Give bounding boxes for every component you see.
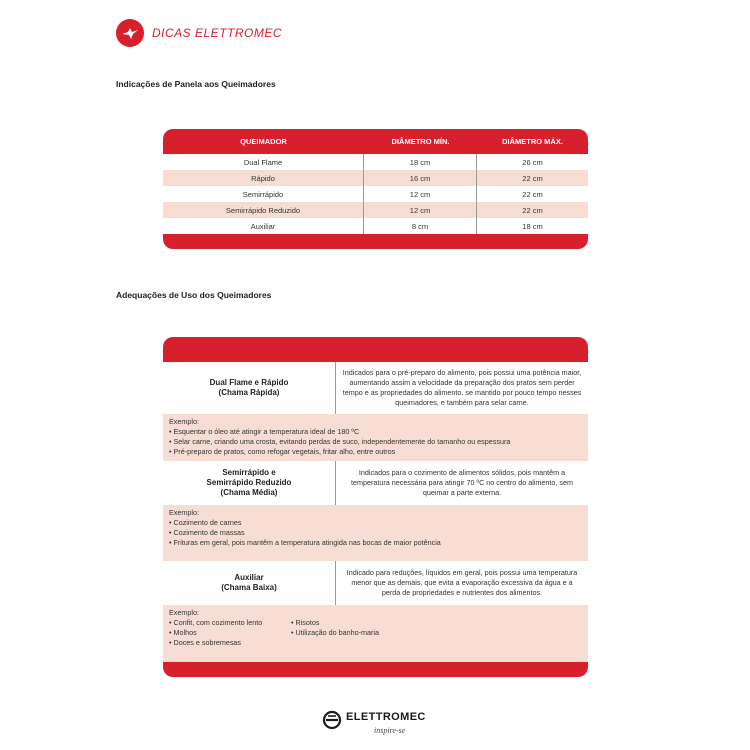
example-label: Exemplo: (169, 608, 199, 617)
example-label: Exemplo: (169, 417, 199, 426)
usage-row-media (163, 461, 588, 505)
examples-baixa (163, 605, 588, 662)
list-item: • Doces e sobremesas (169, 638, 291, 648)
burner-description: Indicados para o cozimento de alimentos sólidos, pois mantêm a temperatura necessária para atingir 70 ºC no centro do alimento, sem queimar a parte externa. (351, 468, 573, 497)
table-header (163, 337, 588, 362)
burner-pan-table (163, 129, 588, 249)
examples-columns (169, 618, 582, 648)
burner-name-line: (Chama Rápida) (218, 388, 280, 397)
elettromec-logo-icon (322, 710, 342, 730)
footer-tagline: inspire-se (374, 726, 406, 735)
col-header-diametro-max: DIÂMETRO MÁX. (502, 137, 563, 146)
burner-name (163, 461, 336, 505)
burner-name-line: Dual Flame e Rápido (209, 378, 289, 387)
table-row (163, 186, 588, 202)
burner-description: Indicados para o pré-preparo do alimento, pois possui uma potência maior, aumentando assim a velocidade da preparação dos pratos sem perder tempo e as propriedades do alimento, se mantido por pouco tempo nesses queimadores, e também para selar carne. (342, 368, 582, 407)
cell-min: 18 cm (364, 154, 477, 170)
cell-burner: Rápido (163, 170, 364, 186)
burner-description: Indicado para reduções, líquidos em geral, pois possui uma temperatura menor que as demais, que evita a evaporação excessiva da água e a perda de propriedades e nutrientes dos alimentos. (346, 568, 578, 597)
cell-burner: Dual Flame (163, 154, 364, 170)
cell-max: 22 cm (522, 189, 543, 199)
list-item: • Selar carne, criando uma crosta, evitando perdas de suco, independentemente do tamanho ou espessura (169, 437, 582, 447)
col-header-queimador: QUEIMADOR (240, 137, 287, 146)
list-item: • Utilização do banho-maria (291, 628, 379, 638)
cell-max: 26 cm (522, 157, 543, 167)
col-header-diametro-min: DIÂMETRO MÍN. (391, 137, 450, 146)
table-row (163, 154, 588, 170)
list-item: • Cozimento de massas (169, 528, 582, 538)
cell-burner: Auxiliar (163, 218, 364, 234)
list-item: • Risotos (291, 618, 379, 628)
burner-usage-table (163, 337, 588, 677)
page-header (116, 18, 282, 48)
burner-name (163, 561, 336, 605)
table-row (163, 170, 588, 186)
list-item: • Pré-preparo de pratos, como refogar vegetais, fritar alho, entre outros (169, 447, 582, 457)
hummingbird-icon (116, 19, 144, 47)
cell-max: 22 cm (522, 205, 543, 215)
table-row (163, 218, 588, 234)
cell-min: 8 cm (364, 218, 477, 234)
examples-media (163, 505, 588, 561)
burner-name-line: (Chama Média) (220, 488, 278, 497)
list-item: • Molhos (169, 628, 291, 638)
cell-max: 18 cm (522, 221, 543, 231)
burner-name (163, 362, 336, 414)
cell-max: 22 cm (522, 173, 543, 183)
footer-logo (322, 708, 462, 740)
list-item: • Esquentar o óleo até atingir a temperatura ideal de 180 ºC (169, 427, 582, 437)
list-item: • Cozimento de carnes (169, 518, 582, 528)
burner-name-line: Semirrápido e (222, 468, 276, 477)
table-header (163, 129, 588, 154)
table-footer-bar (163, 662, 588, 677)
cell-min: 12 cm (364, 186, 477, 202)
list-item: • Frituras em geral, pois mantêm a temperatura atingida nas bocas de maior potência (169, 538, 582, 548)
cell-min: 12 cm (364, 202, 477, 218)
table-row (163, 202, 588, 218)
burner-name-line: Semirrápido Reduzido (206, 478, 292, 487)
header-title: DICAS ELETTROMEC (152, 26, 283, 40)
cell-min: 16 cm (364, 170, 477, 186)
burner-name-line: (Chama Baixa) (221, 583, 277, 592)
examples-rapida (163, 414, 588, 461)
cell-burner: Semirrápido Reduzido (163, 202, 364, 218)
list-item: • Confit, com cozimento lento (169, 618, 291, 628)
table-footer-bar (163, 234, 588, 249)
usage-row-baixa (163, 561, 588, 605)
section-title-adequacoes: Adequações de Uso dos Queimadores (116, 290, 272, 300)
footer-brand: ELETTROMEC (346, 711, 426, 723)
usage-row-rapida (163, 362, 588, 414)
section-title-panela: Indicações de Panela aos Queimadores (116, 79, 276, 89)
example-label: Exemplo: (169, 508, 199, 517)
cell-burner: Semirrápido (163, 186, 364, 202)
burner-name-line: Auxiliar (234, 573, 264, 582)
